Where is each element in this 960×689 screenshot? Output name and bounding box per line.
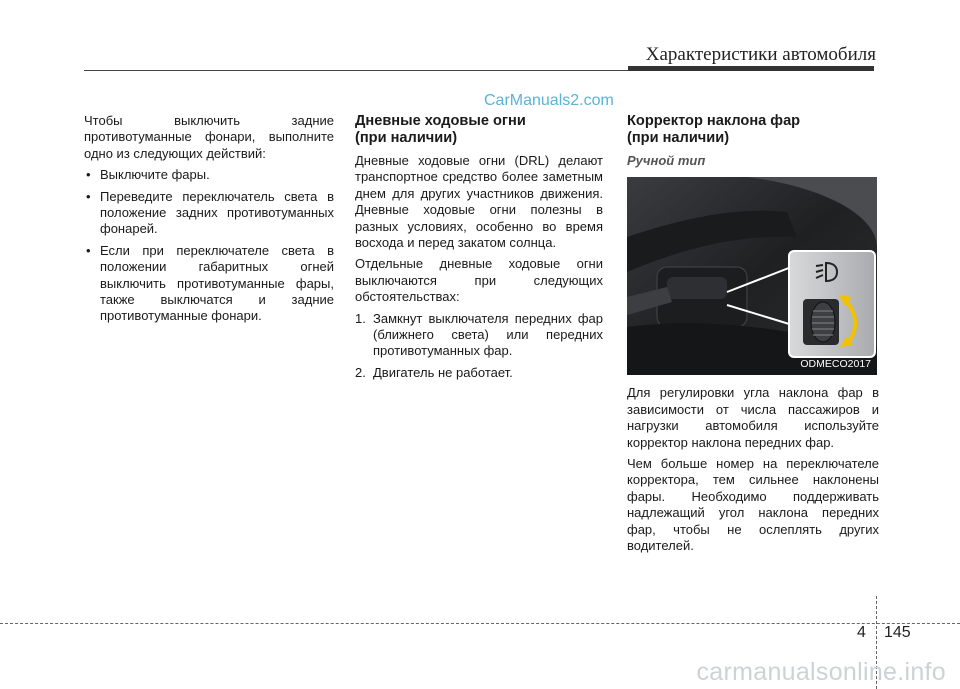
dashboard-illustration xyxy=(627,177,877,375)
numbered-item xyxy=(355,311,603,360)
header-title: Характеристики автомобиля xyxy=(645,44,876,65)
site-watermark: carmanualsonline.info xyxy=(696,658,946,686)
leveling-paragraph: Для регулировки угла наклона фар в зависимости от числа пассажиров и нагрузки автомобиля используйте корректор наклона передних фар. xyxy=(627,385,879,450)
item-text: Двигатель не работает. xyxy=(373,364,513,380)
bullet-mark: • xyxy=(86,242,91,258)
header-rule-thick xyxy=(628,66,874,71)
bullet-item xyxy=(84,167,334,183)
footer-divider xyxy=(0,623,960,624)
chapter-number: 4 xyxy=(857,624,866,641)
bullet-text: Переведите переключатель света в положение задних противотуманных фонарей. xyxy=(100,188,334,237)
column-right xyxy=(627,113,879,559)
drl-heading: Дневные ходовые огни (при наличии) xyxy=(355,113,526,146)
leveling-heading: Корректор наклона фар (при наличии) xyxy=(627,113,801,146)
item-number: 2. xyxy=(355,364,366,380)
column-middle xyxy=(355,113,603,386)
bullet-text: Выключите фары. xyxy=(100,167,210,183)
leveling-subheading: Ручной тип xyxy=(627,153,706,168)
leveling-photo xyxy=(627,177,877,375)
bullet-mark: • xyxy=(86,188,91,204)
image-code: ODMECO2017 xyxy=(800,358,871,370)
drl-paragraph: Отдельные дневные ходовые огни выключаются при следующих обстоятельствах: xyxy=(355,256,603,305)
bullet-item xyxy=(84,243,334,325)
numbered-item xyxy=(355,365,603,381)
item-text: Замкнут выключателя передних фар (ближнего света) или передних противотуманных фар. xyxy=(373,310,603,359)
column-left xyxy=(84,113,334,330)
bullet-item xyxy=(84,189,334,238)
leveling-paragraph: Чем больше номер на переключателе корректора, тем сильнее наклонены фары. Необходимо поддерживать надлежащий угол наклона передних фар, чтобы не ослеплять других водителей. xyxy=(627,456,879,554)
page-number: 145 xyxy=(884,624,911,641)
bullet-text: Если при переключателе света в положении габаритных огней выключить противотуманные фары, также выключатся и задние противотуманные фонари. xyxy=(100,242,334,324)
leveling-dial xyxy=(811,302,835,342)
bullet-mark: • xyxy=(86,167,91,183)
intro-paragraph: Чтобы выключить задние противотуманные фонари, выполните одно из следующих действий: xyxy=(84,113,334,161)
item-number: 1. xyxy=(355,310,366,326)
drl-paragraph: Дневные ходовые огни (DRL) делают транспортное средство более заметным днем для других участников движения. Дневные ходовые огни полезны в разных условиях, особенно во время восхода и перед закатом солнца. xyxy=(355,153,603,251)
watermark-text: CarManuals2.com xyxy=(484,92,614,109)
